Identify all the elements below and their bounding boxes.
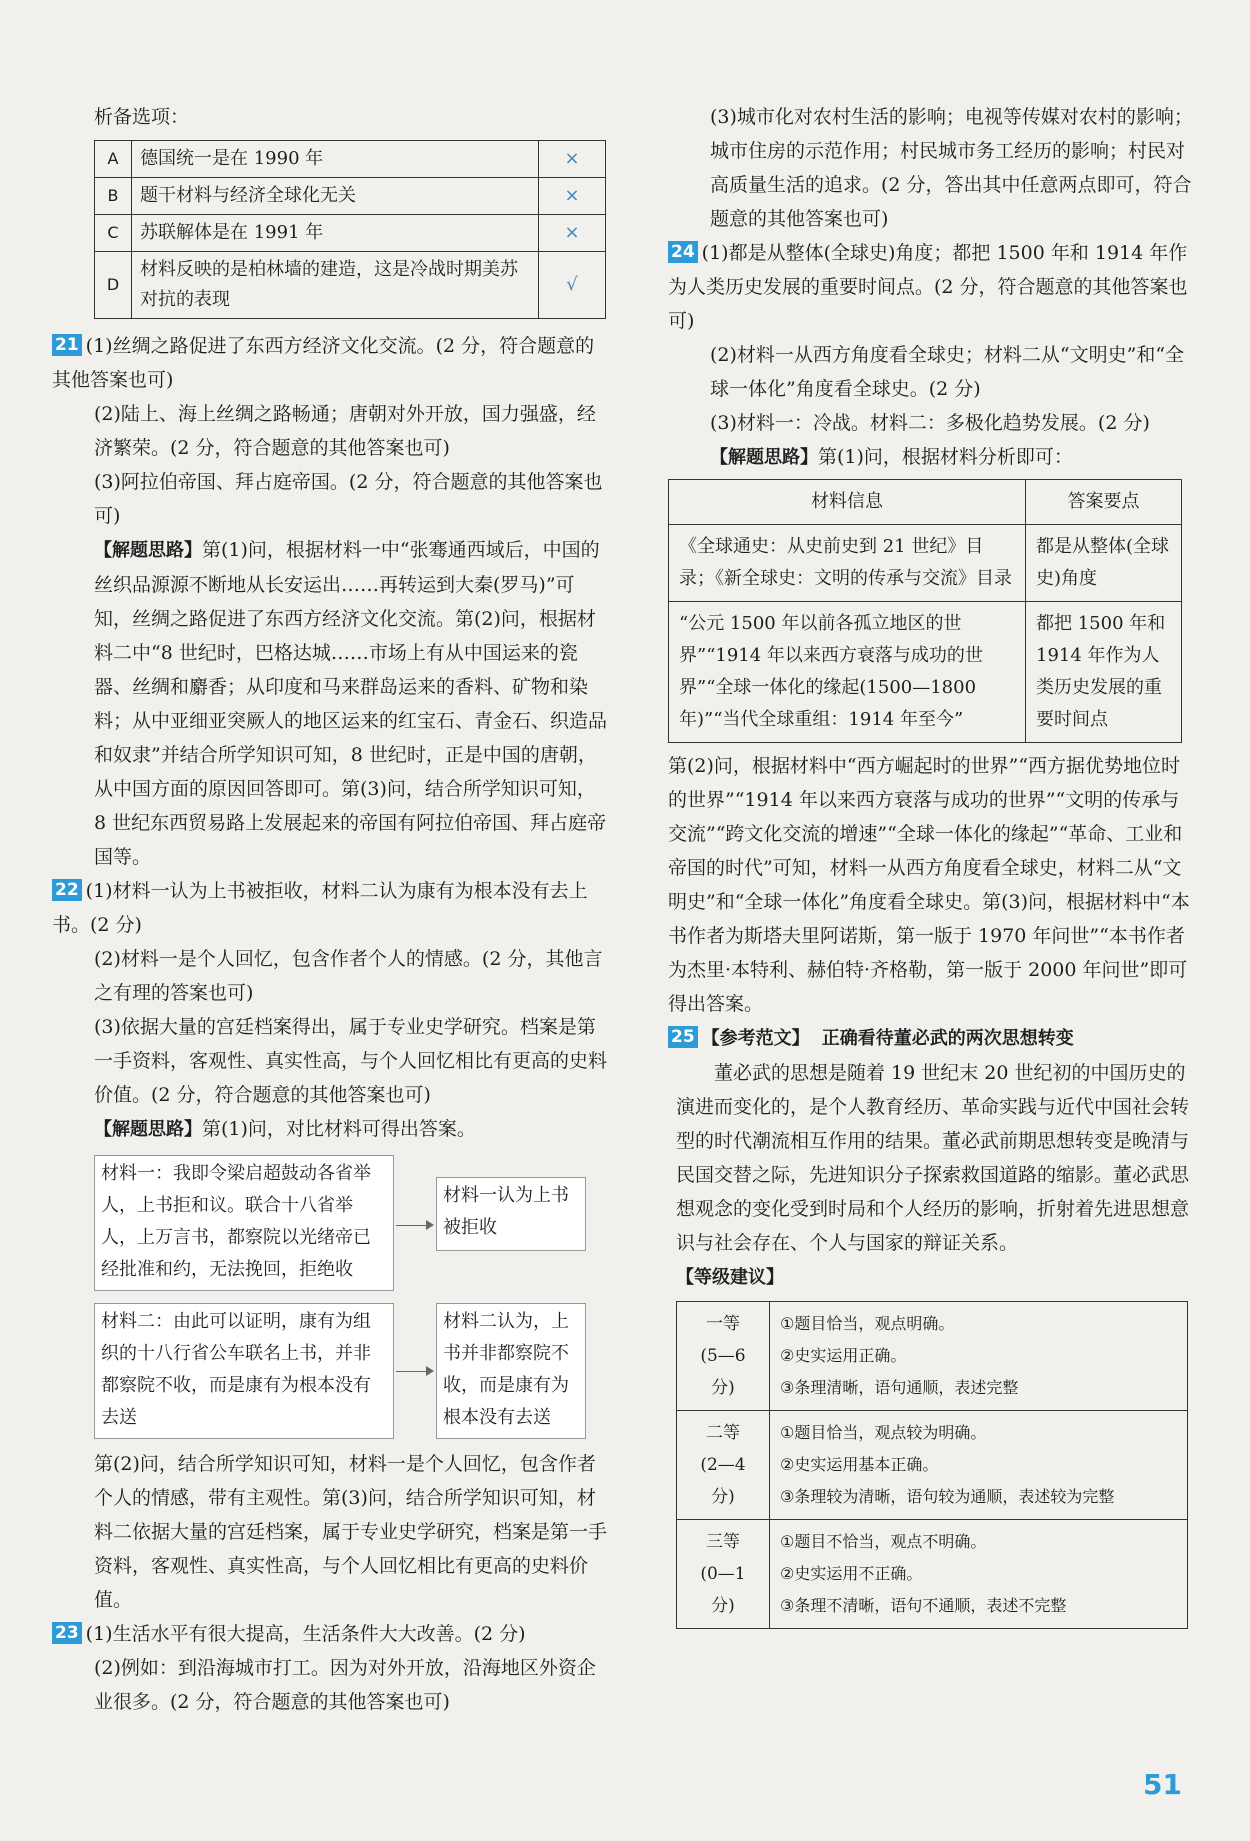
grade-label: 【等级建议】 (676, 1267, 784, 1288)
comparison-diagram (94, 1155, 614, 1439)
table-row: D 材料反映的是柏林墙的建造，这是冷战时期美苏对抗的表现 √ (95, 252, 606, 319)
material-two-box: 材料二：由此可以证明，康有为组织的十八行省公车联名上书，并非都察院不收，而是康有为根本没有去送 (94, 1303, 394, 1439)
q21-answer-2: (2)陆上、海上丝绸之路畅通；唐朝对外开放，国力强盛，经济繁荣。(2 分，符合题意的其他答案也可) (94, 403, 596, 459)
table-row: 二等 (2—4 分) ①题目恰当，观点较为明确。 ②史实运用基本正确。 ③条理较为清晰，语句较为通顺，表述较为完整 (677, 1411, 1188, 1520)
q22-answer-3: (3)依据大量的宫廷档案得出，属于专业史学研究。档案是第一手资料，客观性、真实性高，与个人回忆相比有更高的史料价值。(2 分，符合题意的其他答案也可) (94, 1016, 608, 1106)
q24-analysis: 第(2)问，根据材料中“西方崛起时的世界”“西方据优势地位时的世界”“1914 年以来西方衰落与成功的世界”“文明的传承与交流”“跨文化交流的增速”“全球一体化的缘起”“革命、工业和帝国的时代”可知，材料一从西方角度看全球史，材料二从“文明史”和“全球一体化”角度看全球史。第(3)问，根据材料中“本书作者为斯塔夫里阿诺斯，第一版于 1970 年问世”“本书作者为杰里·本特利、赫伯特·齐格勒，第一版于 2000 年问世”即可得出答案。 (668, 755, 1190, 1015)
question-number-24: 24 (668, 241, 698, 263)
arrow-right-icon (396, 1225, 432, 1226)
q22-answer-2: (2)材料一是个人回忆，包含作者个人的情感。(2 分，其他言之有理的答案也可) (94, 948, 603, 1004)
material-two-conclusion: 材料二认为，上书并非都察院不收，而是康有为根本没有去送 (436, 1303, 586, 1439)
material-one-conclusion: 材料一认为上书被拒收 (436, 1177, 586, 1251)
page-number: 51 (1143, 1768, 1182, 1801)
q23-answer-2: (2)例如：到沿海城市打工。因为对外开放，沿海地区外资企业很多。(2 分，符合题意的其他答案也可) (94, 1657, 596, 1713)
q24-answer-1: 24 (1)都是从整体(全球史)角度；都把 1500 年和 1914 年作为人类历史发展的重要时间点。(2 分，符合题意的其他答案也可) (668, 242, 1188, 332)
essay-body: 董必武的思想是随着 19 世纪末 20 世纪初的中国历史的演进而变化的，是个人教育经历、革命实践与近代中国社会转型的时代潮流相互作用的结果。董必武前期思想转变是晚清与民国交替之际，先进知识分子探索救国道路的缩影。董必武思想观念的变化受到时局和个人经历的影响，折射着先进思想意识与社会存在、个人与国家的辩证关系。 (676, 1062, 1190, 1254)
q21-analysis: 【解题思路】第(1)问，根据材料一中“张骞通西域后，中国的丝织品源源不断地从长安运出……再转运到大秦(罗马)”可知，丝绸之路促进了东西方经济文化交流。第(2)问，根据材料二中“8 世纪时，巴格达城……市场上有从中国运来的瓷器、丝绸和麝香；从印度和马来群岛运来的香料、矿物和染料；从中亚细亚突厥人的地区运来的红宝石、青金石、织造品和奴隶”并结合所学知识可知，8 世纪时，正是中国的唐朝，从中国方面的原因回答即可。第(3)问，结合所学知识可知，8 世纪东西贸易路上发展起来的帝国有阿拉伯帝国、拜占庭帝国等。 (94, 539, 608, 868)
wrong-mark: × (539, 215, 606, 252)
table-row: 三等 (0—1 分) ①题目不恰当，观点不明确。 ②史实运用不正确。 ③条理不清晰，语句不通顺，表述不完整 (677, 1520, 1188, 1629)
question-number-25: 25 (668, 1026, 698, 1048)
table-row: “公元 1500 年以前各孤立地区的世界”“1914 年以来西方衰落与成功的世界”“全球一体化的缘起(1500—1800 年)”“当代全球重组：1914 年至今” 都把 1500 年和 1914 年作为人类历史发展的重要时间点 (669, 602, 1182, 743)
q24-answer-2: (2)材料一从西方角度看全球史；材料二从“文明史”和“全球一体化”角度看全球史。(2 分) (710, 344, 1185, 400)
column-header: 答案要点 (1026, 480, 1182, 525)
table-header-row (669, 480, 1182, 525)
option-table (94, 140, 606, 319)
table-row: C 苏联解体是在 1991 年 × (95, 215, 606, 252)
table-row: 《全球通史：从史前史到 21 世纪》目录；《新全球史：文明的传承与交流》目录 都是从整体(全球史)角度 (669, 525, 1182, 602)
q21-answer-1: 21 (1)丝绸之路促进了东西方经济文化交流。(2 分，符合题意的其他答案也可) (52, 335, 595, 391)
q21-answer-3: (3)阿拉伯帝国、拜占庭帝国。(2 分，符合题意的其他答案也可) (94, 471, 603, 527)
left-column (52, 100, 607, 1719)
q24-answer-3: (3)材料一：冷战。材料二：多极化趋势发展。(2 分) (710, 412, 1150, 434)
material-one-box: 材料一：我即令梁启超鼓动各省举人，上书拒和议。联合十八省举人，上万言书，都察院以光绪帝已经批准和约，无法挽回，拒绝收 (94, 1155, 394, 1291)
column-header: 材料信息 (669, 480, 1026, 525)
q23-answer-3: (3)城市化对农村生活的影响；电视等传媒对农村的影响；城市住房的示范作用；村民城市务工经历的影响；村民对高质量生活的追求。(2 分，答出其中任意两点即可，符合题意的其他答案也可) (710, 106, 1193, 230)
question-number-21: 21 (52, 334, 82, 356)
question-number-22: 22 (52, 879, 82, 901)
grade-table (676, 1301, 1188, 1629)
q24-analysis-lead: 【解题思路】第(1)问，根据材料分析即可： (710, 446, 1073, 468)
q22-answer-1: 22 (1)材料一认为上书被拒收，材料二认为康有为根本没有去上书。(2 分) (52, 880, 588, 936)
q22-analysis: 第(2)问，结合所学知识可知，材料一是个人回忆，包含作者个人的情感，带有主观性。第(3)问，结合所学知识可知，材料二依据大量的宫廷档案，属于专业史学研究，档案是第一手资料，客观性、真实性高，与个人回忆相比有更高的史料价值。 (94, 1453, 608, 1611)
table-row: B 题干材料与经济全球化无关 × (95, 178, 606, 215)
material-info-table (668, 479, 1182, 743)
table-row: 一等 (5—6 分) ①题目恰当，观点明确。 ②史实运用正确。 ③条理清晰，语句通顺，表述完整 (677, 1302, 1188, 1411)
arrow-right-icon (396, 1371, 432, 1372)
question-number-23: 23 (52, 1622, 82, 1644)
essay-title: 正确看待董必武的两次思想转变 (821, 1028, 1074, 1049)
check-mark: √ (539, 252, 606, 319)
option-intro: 析备选项： (94, 106, 190, 128)
q23-answer-1: 23 (1)生活水平有很大提高，生活条件大大改善。(2 分) (52, 1617, 607, 1651)
q22-analysis-lead: 【解题思路】第(1)问，对比材料可得出答案。 (94, 1118, 476, 1140)
wrong-mark: × (539, 141, 606, 178)
wrong-mark: × (539, 178, 606, 215)
right-column (668, 100, 1196, 1629)
table-row: A 德国统一是在 1990 年 × (95, 141, 606, 178)
q25-heading: 25 【参考范文】 正确看待董必武的两次思想转变 (668, 1021, 1196, 1056)
